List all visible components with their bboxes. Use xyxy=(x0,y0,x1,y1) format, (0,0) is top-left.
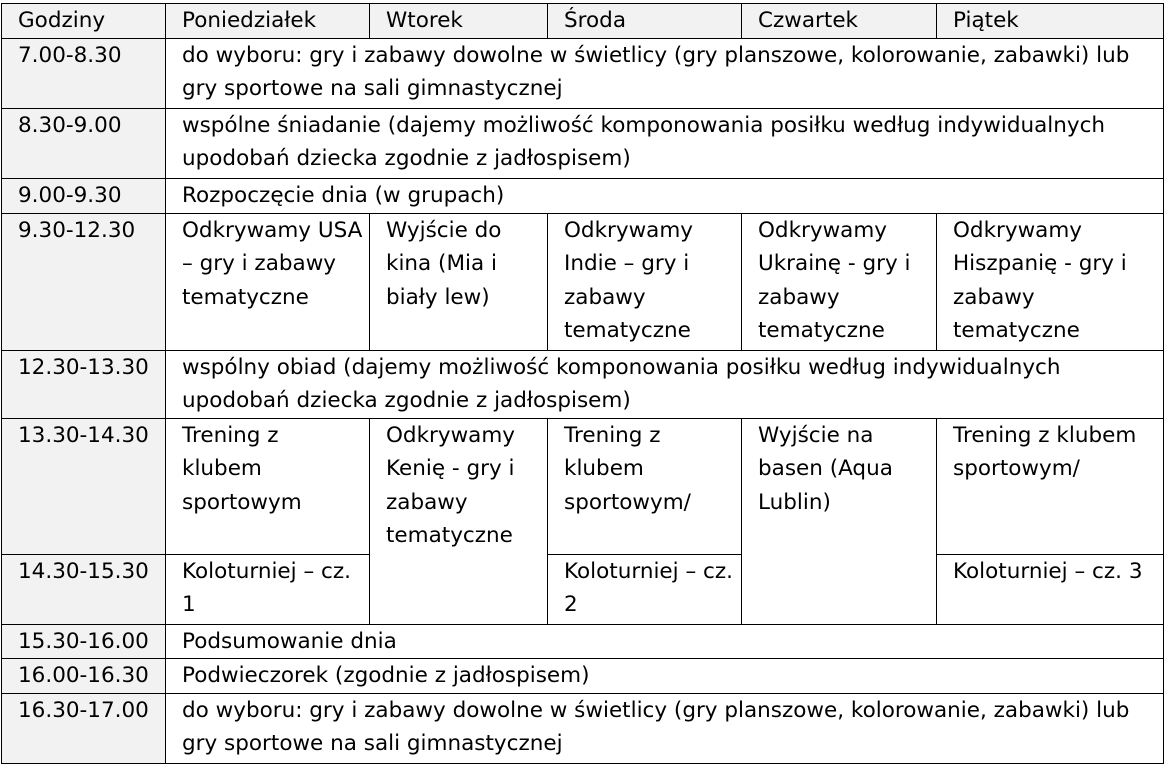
time-cell: 13.30-14.30 xyxy=(2,418,166,554)
table-row xyxy=(2,554,1164,624)
time-cell: 12.30-13.30 xyxy=(2,350,166,418)
monday-activity-cell: Trening z klubem sportowym xyxy=(166,418,370,554)
header-row xyxy=(2,4,1164,39)
table-row xyxy=(2,178,1164,213)
tuesday-activity-cell: Wyjście do kina (Mia i biały lew) xyxy=(370,213,548,350)
activity-cell: wspólne śniadanie (dajemy możliwość komponowania posiłku według indywidualnych upodobań dziecka zgodnie z jadłospisem) xyxy=(166,108,1164,178)
activity-cell: Podwieczorek (zgodnie z jadłospisem) xyxy=(166,659,1164,694)
friday-activity-cell: Koloturniej – cz. 3 xyxy=(937,554,1164,624)
table-row xyxy=(2,659,1164,694)
table-row xyxy=(2,108,1164,178)
table-row xyxy=(2,624,1164,659)
monday-activity-cell: Koloturniej – cz. 1 xyxy=(166,554,370,624)
time-cell: 8.30-9.00 xyxy=(2,108,166,178)
time-cell: 15.30-16.00 xyxy=(2,624,166,659)
time-cell: 9.30-12.30 xyxy=(2,213,166,350)
header-wednesday: Środa xyxy=(548,4,742,39)
tuesday-activity-cell: Odkrywamy Kenię - gry i zabawy tematyczne xyxy=(370,418,548,624)
header-monday: Poniedziałek xyxy=(166,4,370,39)
friday-activity-cell: Trening z klubem sportowym/ xyxy=(937,418,1164,554)
activity-cell: Rozpoczęcie dnia (w grupach) xyxy=(166,178,1164,213)
table-row xyxy=(2,38,1164,108)
wednesday-activity-cell: Trening z klubem sportowym/ xyxy=(548,418,742,554)
activity-cell: Podsumowanie dnia xyxy=(166,624,1164,659)
header-tuesday: Wtorek xyxy=(370,4,548,39)
time-cell: 14.30-15.30 xyxy=(2,554,166,624)
time-cell: 9.00-9.30 xyxy=(2,178,166,213)
activity-cell: wspólny obiad (dajemy możliwość komponowania posiłku według indywidualnych upodobań dziecka zgodnie z jadłospisem) xyxy=(166,350,1164,418)
friday-activity-cell: Odkrywamy Hiszpanię - gry i zabawy tematyczne xyxy=(937,213,1164,350)
weekly-schedule-table xyxy=(1,3,1164,764)
header-hours: Godziny xyxy=(2,4,166,39)
table-row xyxy=(2,418,1164,554)
table-row xyxy=(2,350,1164,418)
table-row xyxy=(2,213,1164,350)
time-cell: 16.00-16.30 xyxy=(2,659,166,694)
thursday-activity-cell: Wyjście na basen (Aqua Lublin) xyxy=(742,418,937,624)
thursday-activity-cell: Odkrywamy Ukrainę - gry i zabawy tematyczne xyxy=(742,213,937,350)
wednesday-activity-cell: Odkrywamy Indie – gry i zabawy tematyczne xyxy=(548,213,742,350)
header-friday: Piątek xyxy=(937,4,1164,39)
header-thursday: Czwartek xyxy=(742,4,937,39)
table-row xyxy=(2,693,1164,763)
monday-activity-cell: Odkrywamy USA – gry i zabawy tematyczne xyxy=(166,213,370,350)
activity-cell: do wyboru: gry i zabawy dowolne w świetlicy (gry planszowe, kolorowanie, zabawki) lub gry sportowe na sali gimnastycznej xyxy=(166,38,1164,108)
wednesday-activity-cell: Koloturniej – cz. 2 xyxy=(548,554,742,624)
time-cell: 7.00-8.30 xyxy=(2,38,166,108)
activity-cell: do wyboru: gry i zabawy dowolne w świetlicy (gry planszowe, kolorowanie, zabawki) lub gry sportowe na sali gimnastycznej xyxy=(166,693,1164,763)
time-cell: 16.30-17.00 xyxy=(2,693,166,763)
